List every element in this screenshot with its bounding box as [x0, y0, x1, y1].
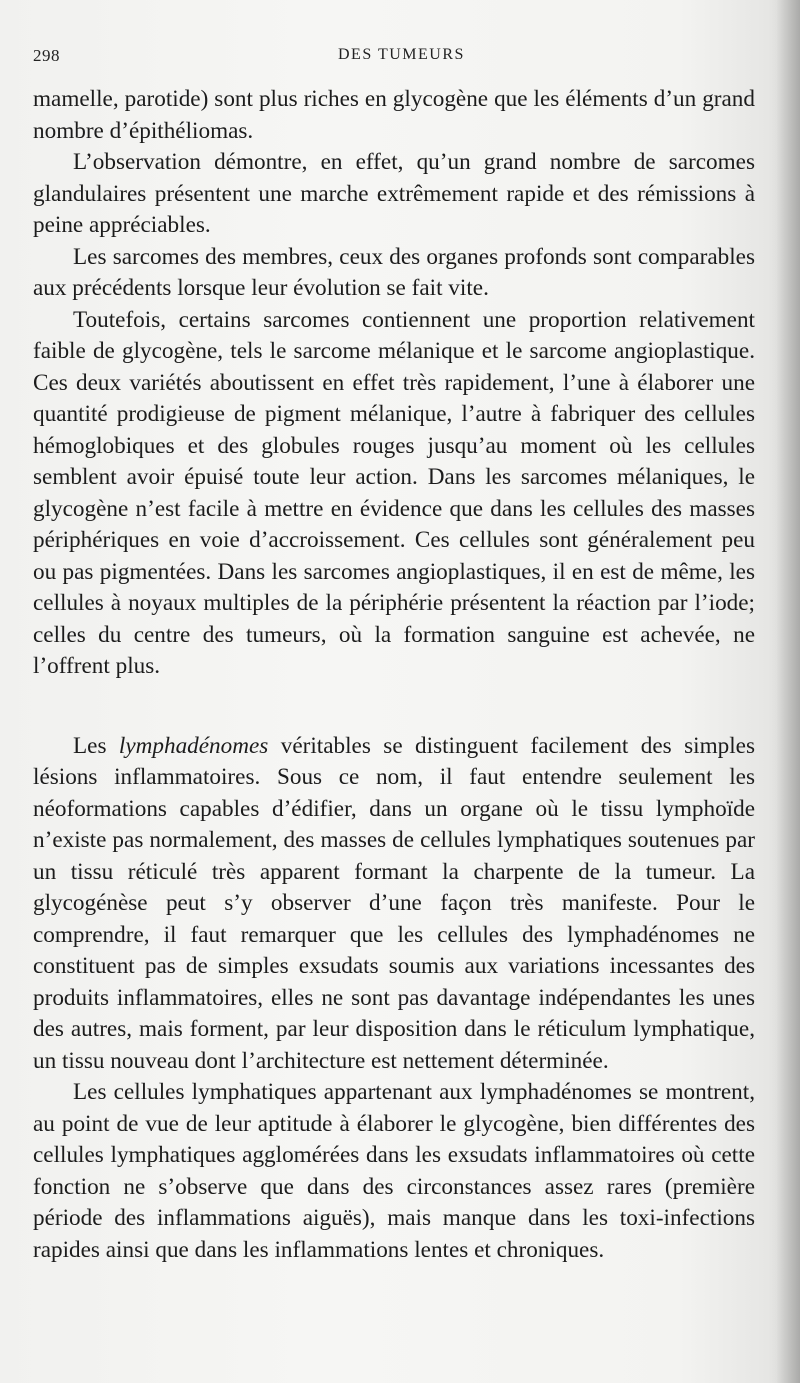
paragraph-lead: Les [73, 732, 119, 759]
paragraph-sarcomes-membres: Les sarcomes des membres, ceux des organes profonds sont comparables aux précédents lorsque leur évolution se fait vite. [33, 243, 755, 301]
running-title: DES TUMEURS [338, 46, 465, 63]
paragraph-lymphadenomes [33, 731, 755, 1078]
paragraph-observation: L’observation démontre, en effet, qu’un grand nombre de sarcomes glandulaires présentent une marche extrêmement rapide et des rémissions à peine appréciables. [33, 149, 755, 238]
page-number: 298 [33, 46, 60, 65]
paragraph-rest: véritables se distinguent facilement des simples lésions inflammatoires. Sous ce nom, il faut entendre seulement les néoformations capables d’édifier, dans un organe où le tissu lymphoïde n’existe pas normalement, des masses de cellules lymphatiques soutenues par un tissu réticulé très apparent formant la charpente de la tumeur. La glycogénèse peut s’y observer d’une façon très manifeste. Pour le comprendre, il faut remarquer que les cellules des lymphadénomes ne constituent pas de simples exsudats soumis aux variations incessantes des produits inflammatoires, elles ne sont pas davantage indépendantes les unes des autres, mais forment, par leur disposition dans le réticulum lymphatique, un tissu nouveau dont l’architecture est nettement déterminée. [33, 732, 755, 1074]
page-header [33, 46, 760, 74]
paragraph-toutefois: Toutefois, certains sarcomes contiennent une proportion relativement faible de glycogène, tels le sarcome mélanique et le sarcome angioplastique. Ces deux variétés aboutissent en effet très rapidement, l’une à élaborer une quantité prodigieuse de pigment mélanique, l’autre à fabriquer des cellules hémoglobiques et des globules rouges jusqu’au moment où les cellules semblent avoir épuisé toute leur action. Dans les sarcomes mélaniques, le glycogène n’est facile à mettre en évidence que dans les cellules des masses périphériques en voie d’accroissement. Ces cellules sont généralement peu ou pas pigmentées. Dans les sarcomes angioplastiques, il en est de même, les cellules à noyaux multiples de la périphérie présentent la réaction par l’iode; celles du centre des tumeurs, où la formation sanguine est achevée, ne l’offrent plus. [33, 306, 755, 679]
paragraph-continued: mamelle, parotide) sont plus riches en glycogène que les éléments d’un grand nombre d’épithéliomas. [33, 86, 755, 144]
paragraph-cellules-lymphatiques: Les cellules lymphatiques appartenant aux lymphadénomes se montrent, au point de vue de leur aptitude à élaborer le glycogène, bien différentes des cellules lymphatiques agglomérées dans les exsudats inflammatoires où cette fonction ne s’observe que dans des circonstances assez rares (première période des inflammations aiguës), mais manque dans les toxi-infections rapides ainsi que dans les inflammations lentes et chroniques. [33, 1079, 755, 1263]
body-text [33, 84, 755, 1266]
italic-term: lymphadénomes [118, 732, 269, 759]
